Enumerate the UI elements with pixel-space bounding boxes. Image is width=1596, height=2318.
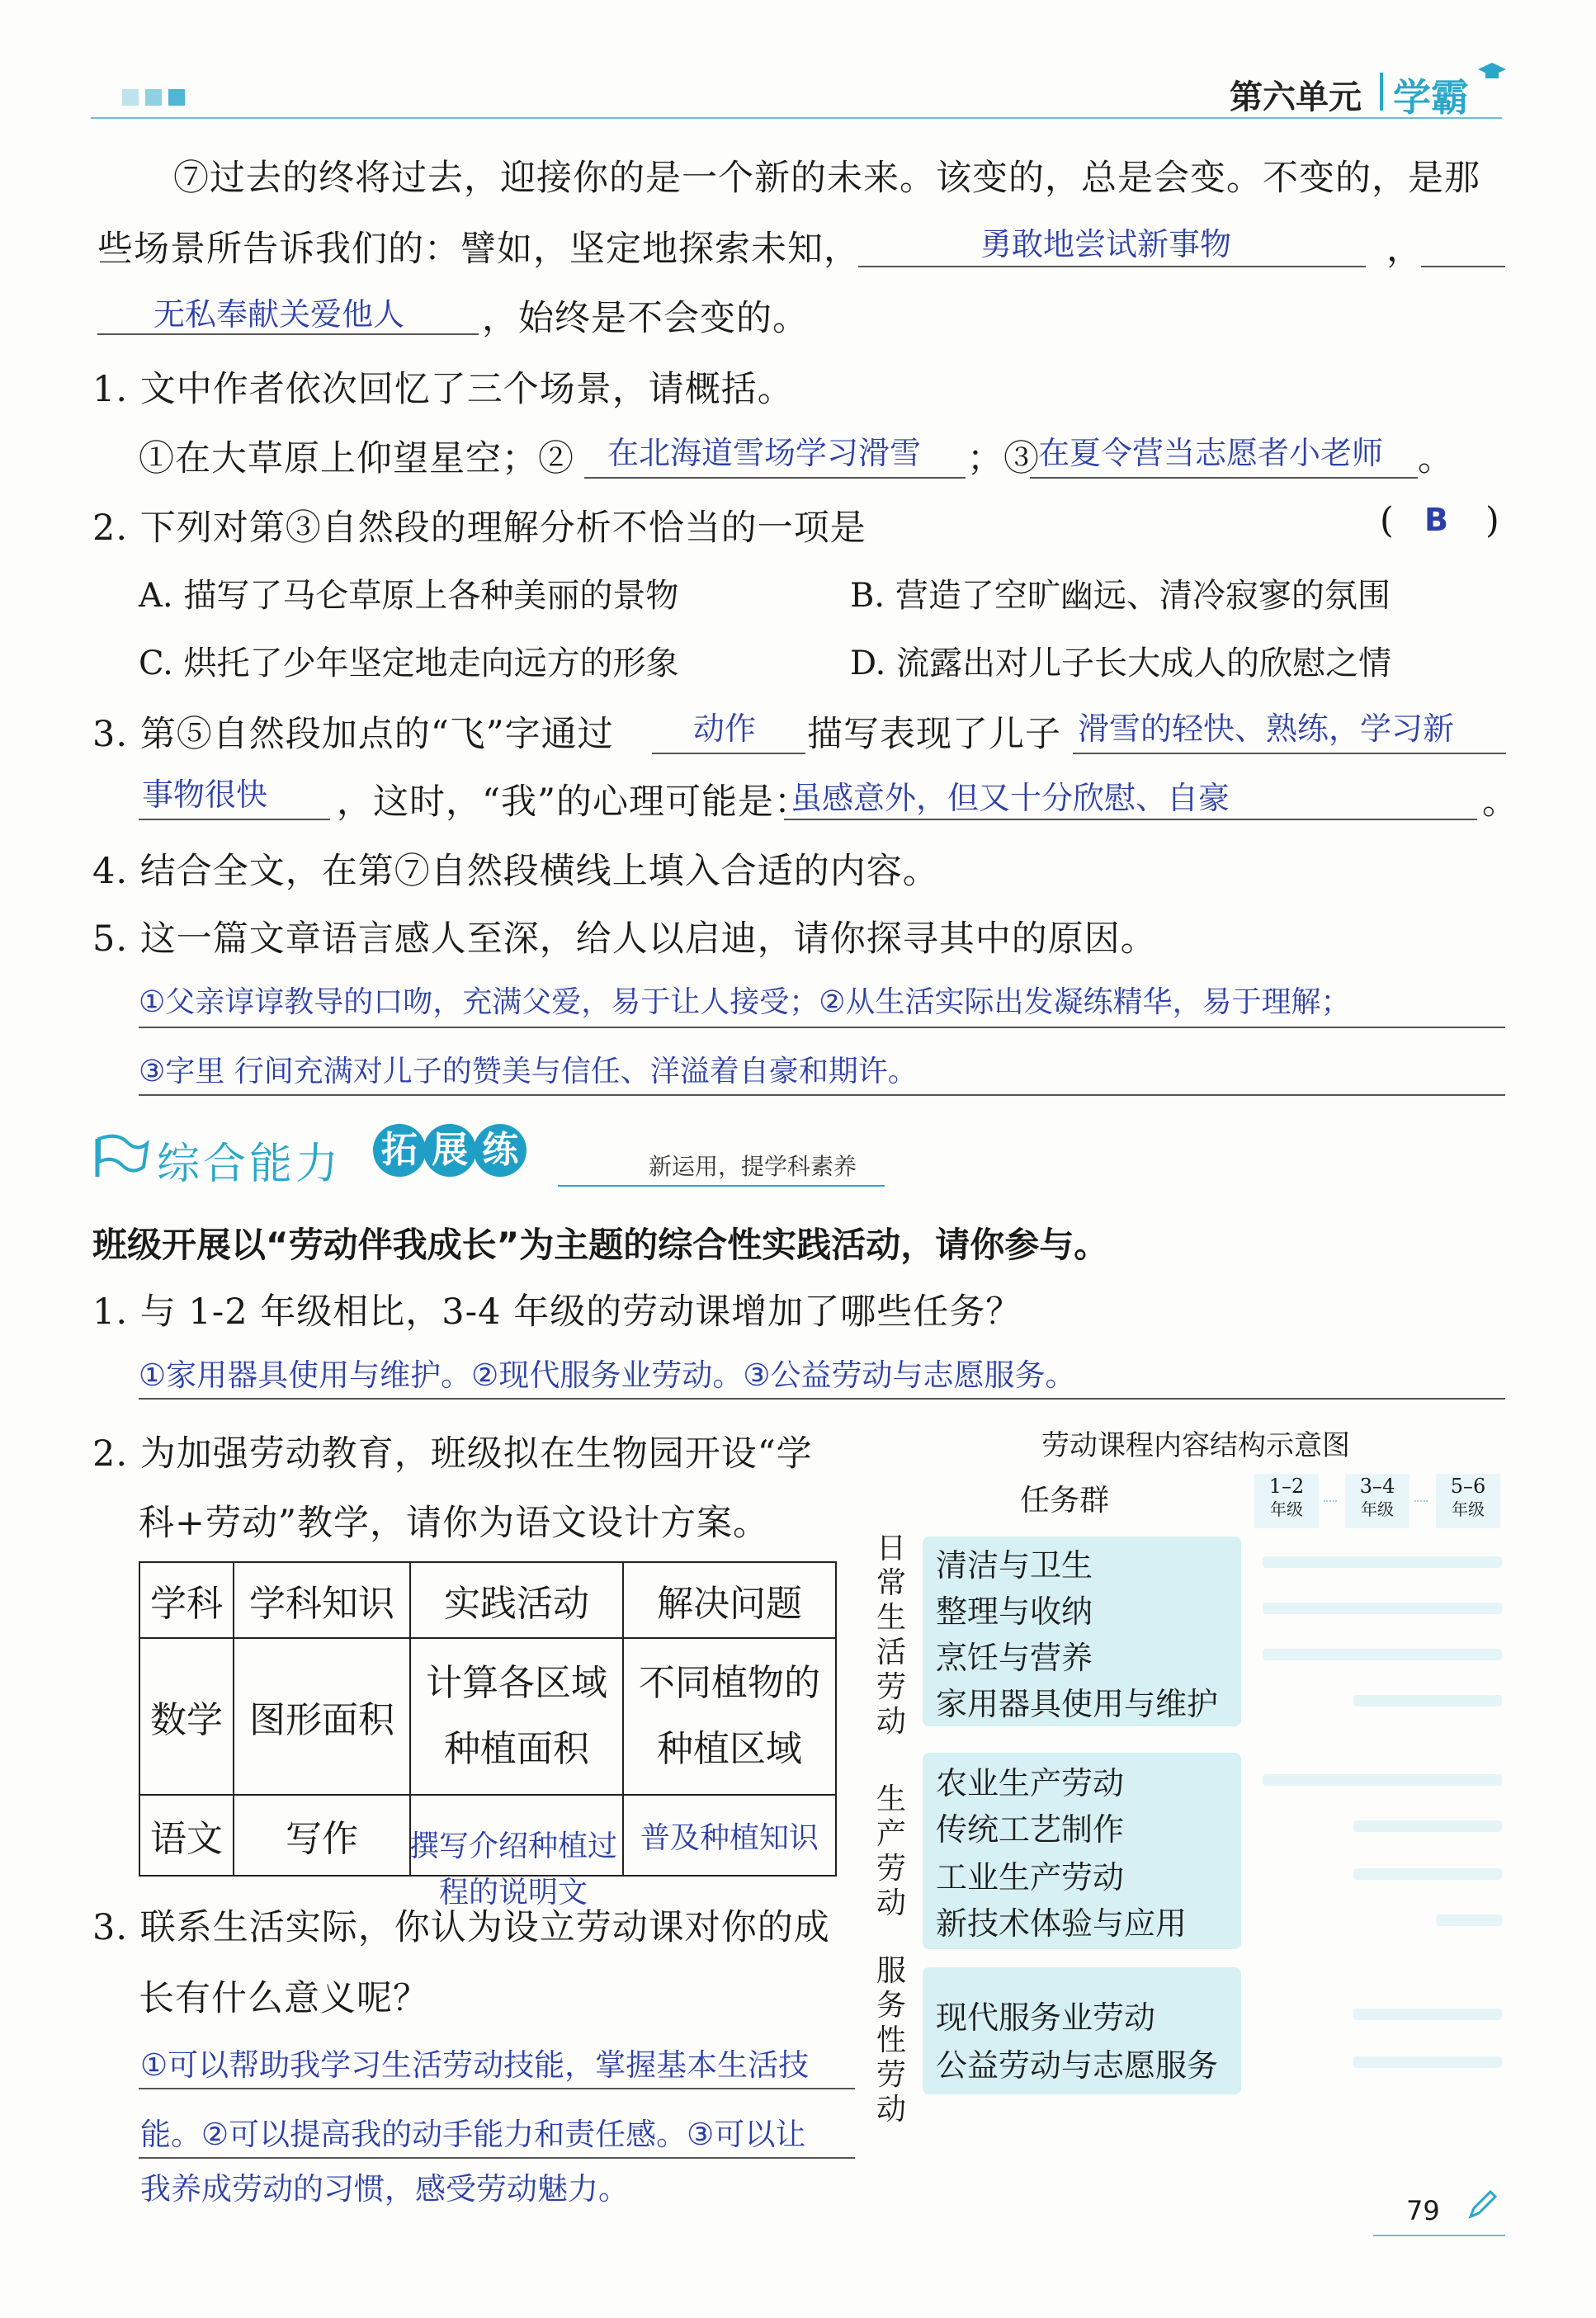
table-header-cell: 实践活动 [410, 1562, 623, 1638]
answer-text: 我养成劳动的习惯，感受劳动魅力。 [140, 2171, 629, 2207]
answer-text: ①家用器具使用与维护。②现代服务业劳动。③公益劳动与志愿服务。 [139, 1357, 1076, 1393]
group-item: 烹饪与营养 [936, 1640, 1093, 1676]
answer-text: 动作 [693, 711, 757, 747]
grade-number: 3–4 [1359, 1475, 1395, 1498]
grade-bar [1263, 1649, 1502, 1660]
group-item: 工业生产劳动 [936, 1859, 1125, 1895]
question-stem: 4. 结合全文，在第⑦自然段横线上填入合适的内容。 [92, 851, 939, 892]
badge-char: 练 [474, 1124, 526, 1177]
badge-char: 拓 [373, 1124, 426, 1177]
choice-option: A. 描写了马仑草原上各种美丽的景物 [139, 577, 679, 615]
grade-label: 年级 [1361, 1499, 1394, 1519]
answer-text: ③字里 行间充满对儿子的赞美与信任、洋溢着自豪和期许。 [139, 1055, 918, 1088]
answer-line [584, 477, 966, 479]
table-cell-answer [623, 1795, 836, 1876]
answer-line [1030, 477, 1418, 479]
answer-text: 无私奉献关爱他人 [153, 296, 405, 333]
group-label-vertical: 日常生活劳动 [876, 1532, 906, 1739]
grade-number: 1–2 [1268, 1475, 1305, 1498]
header-rule [91, 117, 1502, 119]
answer-line [139, 819, 330, 820]
grade-bar [1353, 1868, 1502, 1880]
question-punct: 。 [1482, 781, 1518, 823]
question-stem: 科+劳动”教学，请你为语文设计方案。 [139, 1503, 770, 1544]
task-group-label: 任务群 [1020, 1484, 1110, 1518]
grade-bar [1263, 1556, 1502, 1568]
header-decor-square [145, 89, 162, 106]
passage-line: ⑦过去的终将过去，迎接你的是一个新的未来。该变的，总是会变。不变的，是那 [173, 158, 1480, 199]
answer-text: 滑雪的轻快、熟练，学习新 [1078, 711, 1455, 747]
answer-line [1073, 753, 1506, 754]
answer-text: 撰写介绍种植过程的说明文 [409, 1829, 618, 1910]
group-label-vertical: 服务性劳动 [876, 1954, 906, 2127]
question-stem: 2. 为加强劳动教育，班级拟在生物园开设“学 [92, 1433, 813, 1475]
passage-line: ，始终是不会变的。 [482, 298, 809, 339]
badge-char: 展 [423, 1124, 476, 1177]
question-line: ，这时，“我”的心理可能是： [337, 781, 810, 823]
graduation-cap-icon [1477, 61, 1507, 86]
header-divider [1380, 73, 1383, 111]
answer-text: 勇敢地尝试新事物 [980, 226, 1232, 262]
table-cell-text: 计算各区域种植面积 [426, 1662, 607, 1770]
answer-line [139, 1398, 1505, 1400]
choice-option: D. 流露出对儿子长大成人的欣慰之情 [850, 644, 1392, 682]
grade-bar [1353, 2056, 1502, 2068]
answer-text: ①父亲谆谆教导的口吻，充满父爱，易于让人接受；②从生活实际出发凝练精华，易于理解； [139, 985, 1351, 1019]
answer-text: 普及种植知识 [640, 1820, 819, 1855]
section-subtitle-rule [558, 1185, 885, 1187]
answer-line [139, 2157, 855, 2159]
table-cell-text: 不同植物的种植区域 [639, 1662, 820, 1770]
choice-option: C. 烘托了少年坚定地走向远方的形象 [139, 644, 679, 682]
answer-text: 在北海道雪场学习滑雪 [607, 435, 922, 471]
grade-bar [1263, 1603, 1502, 1614]
answer-line [139, 1027, 1505, 1028]
question-line: ①在大草原上仰望星空；② [139, 438, 574, 479]
passage-line: 些场景所告诉我们的：譬如，坚定地探索未知， [97, 229, 860, 270]
question-stem: 3. 第⑤自然段加点的“飞”字通过 [92, 714, 614, 755]
table-cell [623, 1638, 836, 1795]
grade-connector [1414, 1500, 1428, 1502]
header-decor-square [168, 89, 185, 106]
section-subtitle: 新运用，提学科素养 [649, 1153, 857, 1180]
table-cell: 图形面积 [234, 1638, 410, 1795]
grade-bar [1353, 2009, 1502, 2020]
question-line: 描写表现了儿子 [807, 714, 1061, 755]
answer-line [139, 2088, 855, 2089]
answer-line [1421, 266, 1505, 267]
group-item: 农业生产劳动 [936, 1765, 1125, 1801]
answer-line [652, 753, 805, 754]
question-stem: 5. 这一篇文章语言感人至深，给人以启迪，请你探寻其中的原因。 [92, 918, 1157, 960]
question-punct: ；③ [967, 438, 1040, 479]
group-item: 新技术体验与应用 [936, 1905, 1188, 1942]
grade-label: 年级 [1452, 1499, 1485, 1519]
answer-text: 事物很快 [142, 777, 268, 813]
table-cell [410, 1638, 623, 1795]
answer-paren: ( [1380, 500, 1395, 541]
grade-badge [1436, 1474, 1500, 1528]
answer-line [139, 1094, 1505, 1096]
grade-connector [1324, 1500, 1337, 1502]
brand-logo: 学霸 [1393, 75, 1469, 120]
group-item: 现代服务业劳动 [936, 1999, 1156, 2036]
section-title: 综合能力 [157, 1140, 342, 1189]
table-cell: 语文 [139, 1795, 234, 1876]
answer-text: ①可以帮助我学习生活劳动技能，掌握基本生活技 [140, 2047, 810, 2083]
answer-text: 在夏令营当志愿者小老师 [1038, 435, 1384, 471]
grade-badge [1254, 1474, 1319, 1528]
grade-bar [1436, 1914, 1502, 1926]
page-number: 79 [1406, 2195, 1440, 2226]
group-item: 传统工艺制作 [936, 1811, 1125, 1848]
choice-answer: B [1424, 502, 1448, 538]
table-header-cell: 学科 [139, 1562, 234, 1638]
grade-label: 年级 [1270, 1499, 1303, 1519]
unit-title: 第六单元 [1230, 78, 1362, 116]
answer-text: 虽感意外，但又十分欣慰、自豪 [791, 780, 1230, 816]
table-header-cell: 解决问题 [623, 1562, 836, 1638]
footer-rule [1373, 2235, 1505, 2236]
header-decor-square [122, 89, 139, 106]
activity-intro: 班级开展以“劳动伴我成长”为主题的综合性实践活动，请你参与。 [92, 1225, 1109, 1265]
group-item: 整理与收纳 [936, 1593, 1093, 1630]
group-item: 清洁与卫生 [936, 1547, 1093, 1584]
question-stem: 长有什么意义呢？ [139, 1978, 429, 2019]
grade-bar [1353, 1695, 1502, 1707]
question-stem: 1. 文中作者依次回忆了三个场景，请概括。 [92, 369, 794, 410]
pencil-icon [1466, 2188, 1499, 2225]
answer-text: 能。②可以提高我的动手能力和责任感。③可以让 [140, 2117, 806, 2152]
group-item: 公益劳动与志愿服务 [936, 2047, 1219, 2084]
table-cell: 数学 [139, 1638, 234, 1795]
section-badge [373, 1124, 520, 1177]
question-stem: 1. 与 1-2 年级相比，3-4 年级的劳动课增加了哪些任务？ [92, 1291, 1022, 1333]
passage-punct: ， [1386, 229, 1423, 270]
grade-bar [1263, 1774, 1502, 1786]
grade-badge [1345, 1474, 1409, 1528]
choice-option: B. 营造了空旷幽远、清冷寂寥的氛围 [850, 577, 1391, 615]
group-label-vertical: 生产劳动 [876, 1782, 906, 1920]
question-stem: 2. 下列对第③自然段的理解分析不恰当的一项是 [92, 508, 866, 549]
diagram-title: 劳动课程内容结构示意图 [1041, 1429, 1350, 1462]
answer-paren: ) [1485, 500, 1500, 541]
group-item: 家用器具使用与维护 [936, 1686, 1219, 1722]
section-flag-icon [92, 1132, 150, 1185]
grade-bar [1353, 1820, 1502, 1832]
table-header-cell: 学科知识 [234, 1562, 410, 1638]
answer-line [858, 266, 1366, 267]
grade-number: 5–6 [1450, 1475, 1486, 1498]
table-cell: 写作 [234, 1795, 410, 1876]
question-punct: 。 [1418, 438, 1454, 479]
question-stem: 3. 联系生活实际，你认为设立劳动课对你的成 [92, 1907, 830, 1948]
answer-line [784, 819, 1477, 820]
